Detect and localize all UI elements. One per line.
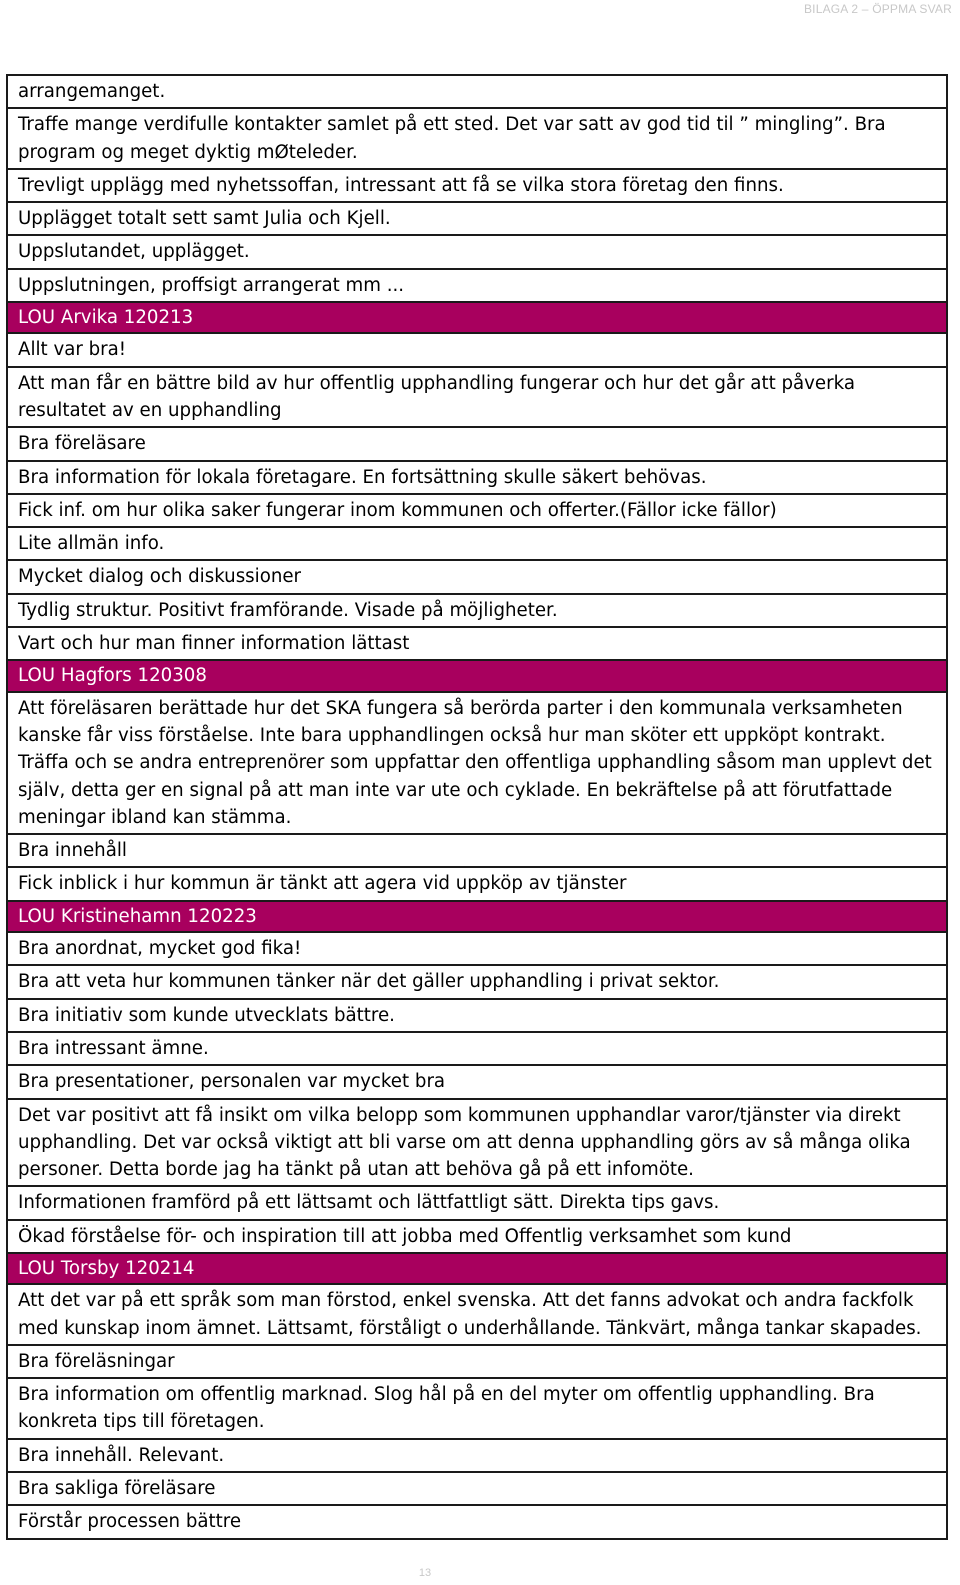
- page-number: 13: [418, 1567, 432, 1579]
- response-row: [7, 1099, 947, 1187]
- response-row: [7, 692, 947, 834]
- response-row: [7, 1439, 947, 1472]
- response-text: Att föreläsaren berättade hur det SKA fungera så berörda parter i den kommunala verksamheten kanske får viss förståelse. Inte bara upphandlingen också hur man sköter ett uppköpt kontrakt. Träffa och se andra entreprenörer som uppfattar den offentliga upphandling såsom man upplevt det själv, detta ger en signal på att man inte var ute och cyklade. En bekräftelse på att förutfattade meningar ibland kan stämma.: [7, 692, 947, 834]
- response-text: Fick inf. om hur olika saker fungerar inom kommunen och offerter.(Fällor icke fällor): [7, 494, 947, 527]
- response-text: Bra information om offentlig marknad. Slog hål på en del myter om offentlig upphandling. Bra konkreta tips till företagen.: [7, 1378, 947, 1439]
- response-text: Tydlig struktur. Positivt framförande. Visade på möjligheter.: [7, 594, 947, 627]
- response-row: [7, 1065, 947, 1098]
- response-text: Ökad förståelse för- och inspiration till att jobba med Offentlig verksamhet som kund: [7, 1220, 947, 1253]
- section-title: LOU Torsby 120214: [7, 1253, 947, 1284]
- response-row: [7, 427, 947, 460]
- response-text: Bra information för lokala företagare. En fortsättning skulle säkert behövas.: [7, 461, 947, 494]
- response-row: [7, 1220, 947, 1253]
- response-row: [7, 594, 947, 627]
- response-text: Uppslutningen, proffsigt arrangerat mm ...: [7, 269, 947, 302]
- response-text: arrangemanget.: [7, 75, 947, 108]
- response-row: [7, 269, 947, 302]
- response-text: Förstår processen bättre: [7, 1505, 947, 1538]
- response-text: Bra anordnat, mycket god fika!: [7, 932, 947, 965]
- response-row: [7, 108, 947, 169]
- response-text: Trevligt upplägg med nyhetssoffan, intressant att få se vilka stora företag den finns.: [7, 169, 947, 202]
- section-header-row: [7, 901, 947, 932]
- responses-table-body: [7, 75, 947, 1539]
- response-row: [7, 1472, 947, 1505]
- response-row: [7, 235, 947, 268]
- response-text: Bra sakliga föreläsare: [7, 1472, 947, 1505]
- response-row: [7, 560, 947, 593]
- section-header-row: [7, 1253, 947, 1284]
- section-header-row: [7, 302, 947, 333]
- response-row: [7, 1505, 947, 1538]
- response-text: Det var positivt att få insikt om vilka belopp som kommunen upphandlar varor/tjänster via direkt upphandling. Det var också viktigt att bli varse om att denna upphandling görs av så många olika personer. Detta borde jag ha tänkt på utan att behöva gå på ett infomöte.: [7, 1099, 947, 1187]
- response-text: Allt var bra!: [7, 333, 947, 366]
- response-row: [7, 834, 947, 867]
- response-row: [7, 965, 947, 998]
- response-text: Vart och hur man finner information lättast: [7, 627, 947, 660]
- response-text: Att det var på ett språk som man förstod, enkel svenska. Att det fanns advokat och andra fackfolk med kunskap inom ämnet. Lättsamt, förståligt o underhållande. Tänkvärt, många tankar skapades.: [7, 1284, 947, 1345]
- response-row: [7, 932, 947, 965]
- section-title: LOU Arvika 120213: [7, 302, 947, 333]
- section-header-row: [7, 660, 947, 691]
- response-row: [7, 527, 947, 560]
- response-text: Bra att veta hur kommunen tänker när det gäller upphandling i privat sektor.: [7, 965, 947, 998]
- response-row: [7, 461, 947, 494]
- response-text: Upplägget totalt sett samt Julia och Kjell.: [7, 202, 947, 235]
- response-text: Bra föreläsningar: [7, 1345, 947, 1378]
- response-text: Bra initiativ som kunde utvecklats bättre.: [7, 999, 947, 1032]
- response-text: Bra intressant ämne.: [7, 1032, 947, 1065]
- response-row: [7, 627, 947, 660]
- response-row: [7, 1378, 947, 1439]
- response-row: [7, 202, 947, 235]
- response-text: Uppslutandet, upplägget.: [7, 235, 947, 268]
- response-text: Bra föreläsare: [7, 427, 947, 460]
- responses-table: [6, 74, 948, 1540]
- response-row: [7, 999, 947, 1032]
- response-text: Lite allmän info.: [7, 527, 947, 560]
- response-row: [7, 1345, 947, 1378]
- response-row: [7, 169, 947, 202]
- response-text: Bra innehåll. Relevant.: [7, 1439, 947, 1472]
- response-row: [7, 867, 947, 900]
- response-row: [7, 1032, 947, 1065]
- section-title: LOU Kristinehamn 120223: [7, 901, 947, 932]
- response-text: Bra innehåll: [7, 834, 947, 867]
- section-title: LOU Hagfors 120308: [7, 660, 947, 691]
- response-text: Mycket dialog och diskussioner: [7, 560, 947, 593]
- response-text: Traffe mange verdifulle kontakter samlet på ett sted. Det var satt av god tid til ” mingling”. Bra program og meget dyktig mØteleder.: [7, 108, 947, 169]
- response-row: [7, 1186, 947, 1219]
- response-row: [7, 75, 947, 108]
- response-row: [7, 1284, 947, 1345]
- response-text: Att man får en bättre bild av hur offentlig upphandling fungerar och hur det går att påverka resultatet av en upphandling: [7, 367, 947, 428]
- page-header: BILAGA 2 – ÖPPMA SVAR: [803, 2, 952, 16]
- response-text: Fick inblick i hur kommun är tänkt att agera vid uppköp av tjänster: [7, 867, 947, 900]
- response-row: [7, 367, 947, 428]
- response-text: Informationen framförd på ett lättsamt och lättfattligt sätt. Direkta tips gavs.: [7, 1186, 947, 1219]
- response-text: Bra presentationer, personalen var mycket bra: [7, 1065, 947, 1098]
- response-row: [7, 333, 947, 366]
- response-row: [7, 494, 947, 527]
